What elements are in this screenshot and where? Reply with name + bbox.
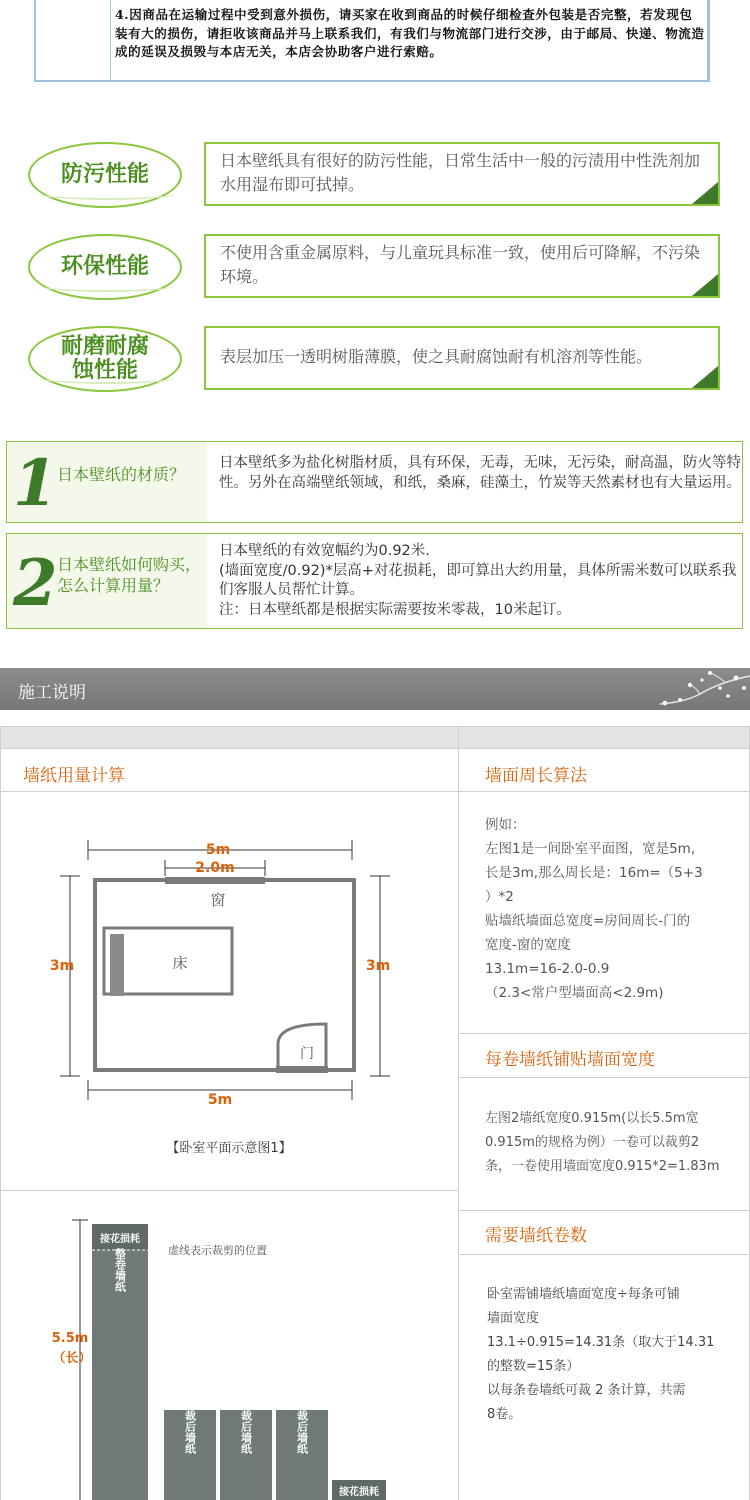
faq-answer-line: 日本壁纸的有效宽幅约为0.92米.	[219, 543, 430, 559]
feature-title: 环保性能	[28, 234, 182, 300]
feature-desc-box	[204, 142, 720, 206]
corner-triangle-icon	[692, 274, 718, 296]
row-divider	[458, 1077, 749, 1078]
faq-item-material	[6, 441, 743, 523]
left-dimension-label: 3m	[49, 958, 75, 974]
corner-triangle-icon	[692, 182, 718, 204]
notice-box	[34, 0, 710, 82]
feature-desc-box	[204, 234, 720, 298]
feature-title-line2: 蚀性能	[71, 358, 138, 383]
perimeter-heading: 墙面周长算法	[485, 766, 587, 786]
perimeter-line: 例如：	[485, 817, 526, 833]
perimeter-line: 长是3m,那么周长是：16m=（5+3	[485, 865, 703, 881]
right-dimension-label: 3m	[365, 958, 391, 974]
faq-question: 日本壁纸如何购买，怎么计算用量？	[57, 555, 202, 595]
rolls-needed-line: 8卷。	[487, 1407, 522, 1422]
rolls-needed-heading: 需要墙纸卷数	[485, 1226, 587, 1246]
top-dimension-label: 5m	[205, 842, 231, 858]
door-label: 门	[300, 1046, 314, 1062]
rolls-needed-line: 卧室需铺墙纸墙面宽度÷每条可铺	[487, 1287, 680, 1302]
perimeter-line: ）*2	[485, 889, 514, 905]
faq-question-panel	[7, 534, 207, 628]
perimeter-line: 左图1是一间卧室平面图，宽是5m,	[485, 841, 696, 857]
faq-answer	[219, 542, 741, 620]
perimeter-line: （2.3<常户型墙面高<2.9m)	[485, 985, 664, 1001]
bottom-dimension-label: 5m	[207, 1092, 233, 1108]
window-mark	[165, 877, 265, 884]
feature-wear-resistance	[28, 326, 720, 394]
roll-length-unit-label: （长）	[52, 1351, 92, 1366]
section-title: 施工说明	[18, 683, 86, 703]
feature-title	[28, 326, 182, 392]
window-dimension-label: 2.0m	[195, 860, 235, 876]
feature-stain-resistance	[28, 142, 720, 210]
bed-pillow	[110, 934, 124, 996]
bed-label: 床	[172, 954, 188, 972]
roll-width-line: 左图2墙纸宽度0.915m(以长5.5m宽	[485, 1111, 699, 1126]
window-label: 窗	[210, 891, 226, 909]
waste-top-label: 接花损耗	[100, 1234, 140, 1245]
faq-number: 2	[13, 546, 58, 621]
notice-inner	[110, 0, 708, 80]
cut-strip-label: 裁后墙纸	[239, 1410, 253, 1454]
faq-answer: 日本壁纸多为盐化树脂材质，具有环保，无毒，无味，无污染，耐高温，防火等特性。另外在高端壁纸领域，和纸，桑麻，硅藻土，竹炭等天然素材也有大量运用。	[219, 455, 741, 491]
faq-item-purchase	[6, 533, 743, 629]
floor-plan-caption: 【卧室平面示意图1】	[166, 1141, 292, 1156]
faq-answer-line: (墙面宽度/0.92)*层高+对花损耗，即可算出大约用量，具体所需米数可以联系我们客服人员帮忙计算。	[219, 562, 737, 598]
corner-triangle-icon	[692, 366, 718, 388]
cut-strip-label: 裁后墙纸	[183, 1410, 197, 1454]
perimeter-line: 贴墙纸墙面总宽度=房间周长-门的	[485, 913, 691, 929]
waste-bottom-label: 接花损耗	[339, 1487, 379, 1498]
roll-width-heading: 每卷墙纸铺贴墙面宽度	[485, 1050, 655, 1070]
roll-width-line: 0.915m的规格为例）一卷可以裁剪2	[485, 1135, 700, 1150]
row-divider	[458, 1033, 749, 1034]
bedroom-floor-plan	[40, 808, 410, 1108]
row-divider	[1, 791, 749, 792]
roll-width-line: 条，一卷使用墙面宽度0.915*2=1.83m	[485, 1159, 720, 1174]
row-divider	[458, 1254, 749, 1255]
faq-question: 日本壁纸的材质？	[57, 465, 186, 484]
column-divider	[458, 727, 459, 1500]
plum-branch-icon	[640, 668, 750, 710]
rolls-needed-line: 以每条卷墙纸可裁 2 条计算，共需	[487, 1383, 686, 1398]
faq-question-panel	[7, 442, 207, 522]
feature-desc-box	[204, 326, 720, 390]
section-header	[0, 668, 750, 710]
wallpaper-usage-heading: 墙纸用量计算	[23, 766, 125, 786]
cut-strip-label: 裁后墙纸	[295, 1410, 309, 1454]
notice-text: 4.因商品在运输过程中受到意外损伤，请买家在收到商品的时候仔细检查外包装是否完整，若发现包装有大的损伤，请拒收该商品并马上联系我们，有我们与物流部门进行交涉，由于邮局、快递、物流造成的延误及损毁与本店无关，本店会协助客户进行索赔。	[115, 7, 705, 59]
row-divider	[1, 1190, 458, 1191]
perimeter-line: 13.1m=16-2.0-0.9	[485, 961, 610, 977]
rolls-needed-line: 墙面宽度	[487, 1311, 540, 1326]
feature-eco	[28, 234, 720, 302]
table-top-strip	[1, 727, 749, 749]
perimeter-description	[485, 813, 703, 1005]
perimeter-line: 宽度-窗的宽度	[485, 937, 571, 953]
faq-number: 1	[13, 446, 58, 521]
feature-desc: 不使用含重金属原料，与儿童玩具标准一致，使用后可降解，不污染环境。	[220, 243, 701, 286]
rolls-needed-line: 的整数=15条）	[487, 1359, 580, 1374]
feature-desc: 日本壁纸具有很好的防污性能，日常生活中一般的污渍用中性洗剂加水用湿布即可拭掉。	[220, 151, 701, 194]
door-opening	[276, 1066, 328, 1073]
rolls-needed-description	[487, 1283, 714, 1427]
feature-desc: 表层加压一透明树脂薄膜，使之具耐腐蚀耐有机溶剂等性能。	[220, 347, 653, 366]
feature-title: 防污性能	[28, 142, 182, 208]
full-roll-label: 整卷墙纸	[113, 1248, 127, 1292]
roll-length-label: 5.5m	[51, 1331, 89, 1346]
dashed-line-note: 虚线表示裁剪的位置	[168, 1244, 267, 1257]
roll-cutting-diagram	[51, 1210, 440, 1500]
feature-title-line1: 耐磨耐腐	[60, 334, 149, 359]
roll-width-description	[485, 1107, 720, 1179]
faq-answer-line: 注：日本壁纸都是根据实际需要按米零裁，10米起订。	[219, 601, 571, 618]
row-divider	[458, 1210, 749, 1211]
rolls-needed-line: 13.1÷0.915=14.31条（取大于14.31	[487, 1335, 715, 1350]
